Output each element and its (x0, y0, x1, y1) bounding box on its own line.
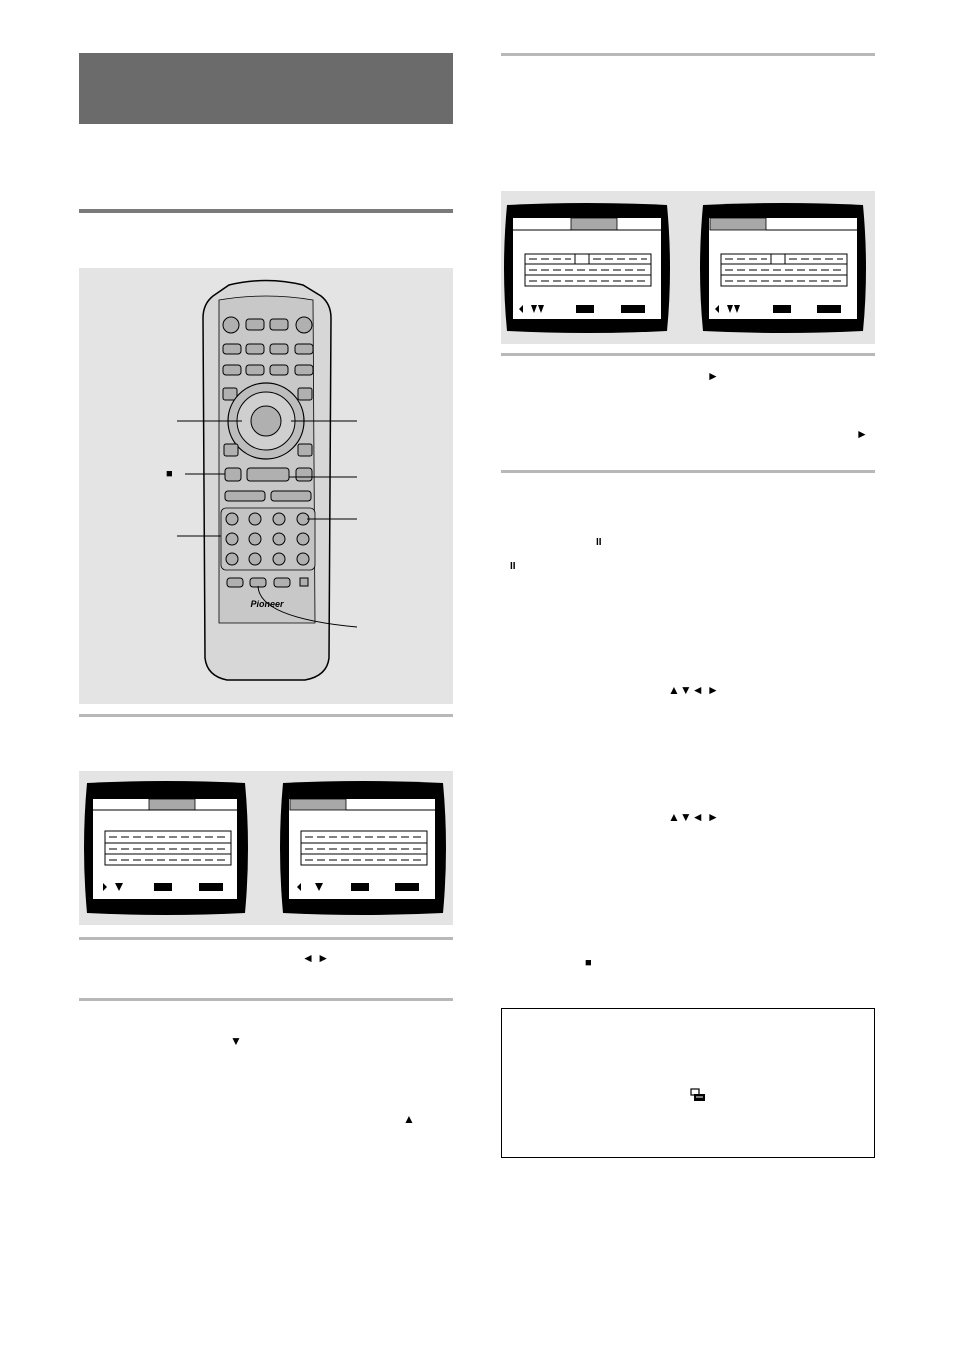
prohibited-icon (690, 1088, 706, 1102)
note-box (501, 1008, 875, 1158)
step-divider (501, 53, 875, 56)
left-right-arrows-icon: ◄ ► (302, 951, 330, 965)
step-divider (79, 714, 453, 717)
stop-callout-label: ■ (166, 468, 173, 480)
step-divider (501, 470, 875, 473)
step-divider (79, 998, 453, 1001)
pause-icon: II (510, 561, 516, 572)
direction-arrows-icon: ▲▼◄ ► (668, 683, 719, 697)
play-icon: ► (707, 369, 719, 383)
remote-brand-logo: Pioneer (250, 599, 284, 609)
remote-control (79, 268, 453, 704)
remote-illustration-panel (79, 268, 453, 704)
down-arrow-icon: ▼ (230, 1034, 242, 1048)
screen-illustration-panel-right (501, 191, 875, 344)
section-divider (79, 209, 453, 213)
tv-screens-left (79, 771, 453, 925)
direction-arrows-icon: ▲▼◄ ► (668, 810, 719, 824)
play-icon: ► (856, 427, 868, 441)
tv-screens-right (501, 191, 875, 344)
section-title-bar (79, 53, 453, 124)
screen-illustration-panel-left (79, 771, 453, 925)
step-divider (501, 353, 875, 356)
up-arrow-icon: ▲ (403, 1112, 415, 1126)
stop-icon: ■ (585, 957, 592, 969)
step-divider (79, 937, 453, 940)
pause-icon: II (596, 537, 602, 548)
